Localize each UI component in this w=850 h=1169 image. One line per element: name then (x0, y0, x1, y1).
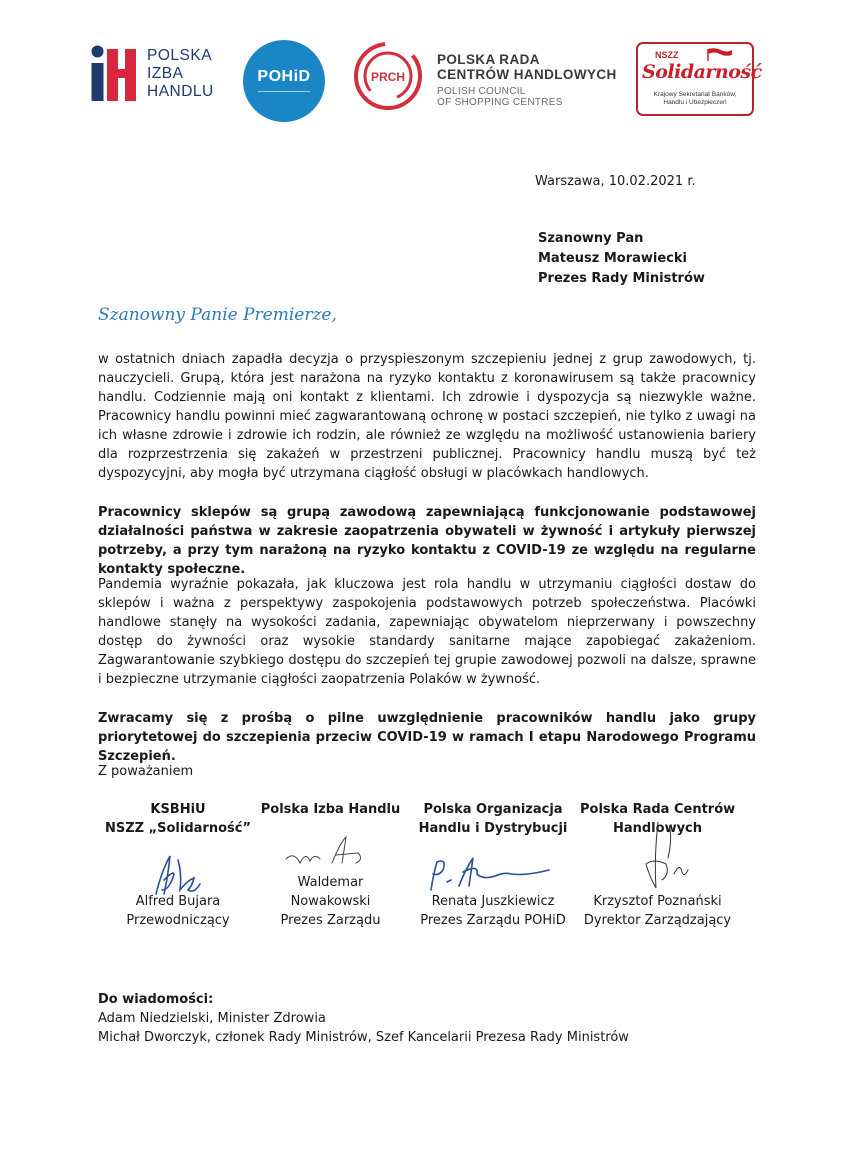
signatory-org-line: NSZZ „Solidarność” (104, 821, 252, 836)
solidarnosc-subtitle (642, 91, 748, 107)
signatory-org-line: KSBHiU (150, 802, 206, 817)
prch-logo-mark (352, 40, 424, 112)
solidarnosc-sub-line: Handlu i Ubezpieczeń (663, 99, 727, 106)
pohid-logo (243, 40, 325, 122)
prch-sub-line: POLISH COUNCIL (437, 86, 526, 97)
pih-logo-mark (90, 45, 136, 101)
pih-logo-text (147, 47, 237, 101)
signatory-name: Renata Juszkiewicz (431, 894, 555, 909)
recipient-block (538, 229, 705, 289)
signatory-org-line: Handlowych (612, 821, 703, 836)
signature-juszkiewicz (425, 850, 555, 894)
letter-date: Warszawa, 10.02.2021 r. (535, 174, 696, 189)
signatory-role: Dyrektor Zarządzający (583, 913, 732, 928)
cc-title: Do wiadomości: (98, 992, 214, 1007)
signatory-role: Przewodniczący (126, 913, 230, 928)
signatory-name: Nowakowski (290, 894, 371, 909)
logo-header (0, 0, 850, 140)
signatory-org (413, 800, 573, 838)
closing: Z poważaniem (98, 764, 194, 779)
signatory-role: Prezes Zarządu (280, 913, 381, 928)
pohid-logo-text: POHiD (257, 68, 311, 85)
solidarnosc-nszz: NSZZ (655, 50, 679, 60)
signatory-org-line: Polska Organizacja (423, 802, 563, 817)
solidarnosc-sub-line: Krajowy Sekretariat Banków, (653, 91, 737, 98)
prch-title-line: CENTRÓW HANDLOWYCH (437, 67, 617, 82)
signatory-org (98, 800, 258, 838)
signatory-org-line: Handlu i Dystrybucji (418, 821, 568, 836)
recipient-line: Szanowny Pan (538, 231, 644, 246)
prch-title-line: POLSKA RADA (437, 52, 540, 67)
prch-logo-text (437, 52, 637, 108)
solidarnosc-logo (636, 42, 762, 116)
signatory-name: Alfred Bujara (135, 894, 221, 909)
signature-nowakowski (280, 833, 380, 873)
signatory-org-line: Polska Izba Handlu (260, 802, 401, 817)
signatory-name: Waldemar (297, 875, 364, 890)
signatory-role: Prezes Zarządu POHiD (420, 913, 566, 928)
recipient-line: Prezes Rady Ministrów (538, 271, 705, 286)
body-paragraph: Pandemia wyraźnie pokazała, jak kluczowa jest rola handlu w utrzymaniu ciągłości dostaw do sklepów i ważna z perspektywy zaspokojenia podstawowych potrzeb społeczeństwa. Placówki handlowe stanęły na wysokości zadania, zapewniając obywatelom nieprzerwany i powszechny dostęp do żywności oraz wysokie standardy sanitarne mające zapobiegać zakażeniom. Zagwarantowanie szybkiego dostępu do szczepień tej grupie zawodowej pozwoli na dalsze, sprawne i bezpieczne utrzymanie ciągłości zaopatrzenia Polaków w żywność. (98, 577, 756, 687)
flag-icon (705, 47, 733, 61)
cc-line: Adam Niedzielski, Minister Zdrowia (98, 1011, 326, 1026)
signatory-name: Krzysztof Poznański (593, 894, 722, 909)
salutation: Szanowny Panie Premierze, (98, 305, 337, 325)
recipient-line: Mateusz Morawiecki (538, 251, 687, 266)
pih-line: POLSKA (147, 47, 213, 64)
prch-mark-text: PRCH (370, 70, 406, 84)
body-paragraph-bold: Pracownicy sklepów są grupą zawodową zapewniającą funkcjonowanie podstawowej działalności państwa w zakresie zaopatrzenia obywateli w żywność i artykuły pierwszej potrzeby, a przy tym narażoną na ryzyko kontaktu z COVID-19 ze względu na regularne kontakty społeczne. (98, 505, 756, 577)
pih-line: IZBA (147, 65, 184, 82)
pih-line: HANDLU (147, 83, 214, 100)
signatory-org (258, 800, 403, 819)
pohid-underline (258, 91, 310, 92)
signatory-org-line: Polska Rada Centrów (580, 802, 736, 817)
solidarnosc-wordmark: Solidarność (642, 61, 762, 83)
prch-sub-line: OF SHOPPING CENTRES (437, 97, 563, 108)
cc-line: Michał Dworczyk, członek Rady Ministrów, Szef Kancelarii Prezesa Rady Ministrów (98, 1030, 629, 1045)
cc-block (98, 990, 629, 1047)
body-paragraph: w ostatnich dniach zapadła decyzja o przyspieszonym szczepieniu jednej z grup zawodowych, tj. nauczycieli. Grupą, która jest narażona na ryzyko kontaktu z koronawirusem są także pracownicy handlu. Codziennie mają oni kontakt z klientami. Ich zdrowie i dyspozycja są niezwykle ważne. Pracownicy handlu powinni mieć zagwarantowaną ochronę w postaci szczepień, nie tylko z uwagi na ich własne zdrowie i zdrowie ich rodzin, ale również ze względu na możliwość ustanowienia bariery dla rozprzestrzenia się zakażeń w przestrzeni publicznej. Pracownicy handlu muszą być też dyspozycyjni, aby mogła być utrzymana ciągłość obsługi w placówkach handlowych. (98, 352, 756, 481)
body-paragraph-request: Zwracamy się z prośbą o pilne uwzględnienie pracowników handlu jako grupy priorytetowej do szczepienia przeciw COVID-19 w ramach I etapu Narodowego Programu Szczepień. (98, 711, 756, 764)
